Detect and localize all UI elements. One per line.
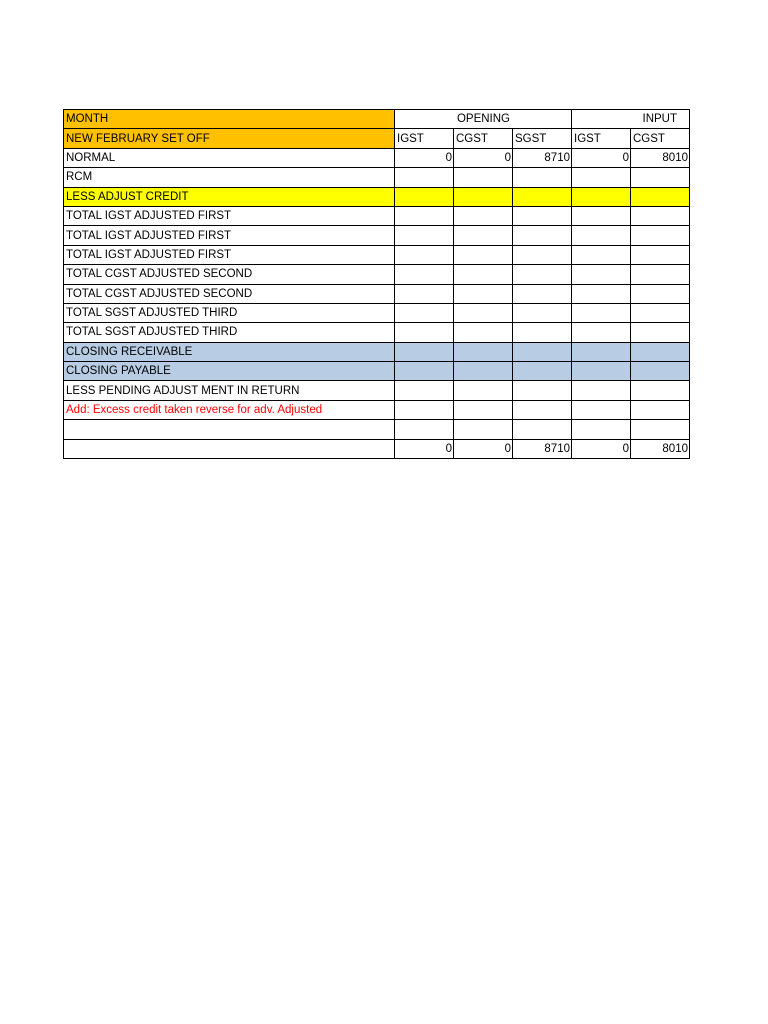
table-cell[interactable] xyxy=(454,245,513,264)
header-row-columns xyxy=(64,129,690,148)
table-cell[interactable] xyxy=(631,323,690,342)
table-cell[interactable] xyxy=(631,342,690,361)
table-cell[interactable] xyxy=(395,323,454,342)
cell-normal-opening-cgst[interactable]: 0 xyxy=(454,148,513,167)
table-row-cgst-second-1 xyxy=(64,265,690,284)
cell-normal-input-cgst[interactable]: 8010 xyxy=(631,148,690,167)
table-cell[interactable] xyxy=(572,245,631,264)
table-cell[interactable] xyxy=(572,284,631,303)
table-cell[interactable] xyxy=(572,420,631,439)
table-row-igst-first-3 xyxy=(64,245,690,264)
table-cell[interactable] xyxy=(454,323,513,342)
table-cell[interactable] xyxy=(513,381,572,400)
table-row-closing-payable xyxy=(64,362,690,381)
table-cell[interactable] xyxy=(513,265,572,284)
table-cell[interactable] xyxy=(572,206,631,225)
row-label-rcm[interactable]: RCM xyxy=(64,168,395,187)
table-cell[interactable] xyxy=(513,226,572,245)
cell-total-opening-sgst[interactable]: 8710 xyxy=(513,439,572,458)
row-label-igst-first-1[interactable]: TOTAL IGST ADJUSTED FIRST xyxy=(64,206,395,225)
cell-normal-input-igst[interactable]: 0 xyxy=(572,148,631,167)
col-header-input-igst[interactable]: IGST xyxy=(572,129,631,148)
table-cell[interactable] xyxy=(631,206,690,225)
table-cell[interactable] xyxy=(395,303,454,322)
table-cell[interactable] xyxy=(395,420,454,439)
table-cell[interactable] xyxy=(395,226,454,245)
col-header-opening-igst[interactable]: IGST xyxy=(395,129,454,148)
table-cell[interactable] xyxy=(454,381,513,400)
table-cell[interactable] xyxy=(513,342,572,361)
table-cell[interactable] xyxy=(454,187,513,206)
table-row-igst-first-2 xyxy=(64,226,690,245)
row-label-closing-receivable[interactable]: CLOSING RECEIVABLE xyxy=(64,342,395,361)
table-row-empty xyxy=(64,420,690,439)
table-cell[interactable] xyxy=(454,420,513,439)
row-label-igst-first-3[interactable]: TOTAL IGST ADJUSTED FIRST xyxy=(64,245,395,264)
input-group-header[interactable] xyxy=(572,110,690,129)
table-cell[interactable] xyxy=(454,226,513,245)
table-cell[interactable] xyxy=(513,245,572,264)
table-cell[interactable] xyxy=(572,303,631,322)
table-cell[interactable] xyxy=(572,226,631,245)
table-cell[interactable] xyxy=(513,168,572,187)
table-cell[interactable] xyxy=(572,265,631,284)
table-cell[interactable] xyxy=(513,206,572,225)
col-header-opening-sgst[interactable]: SGST xyxy=(513,129,572,148)
header-row-month xyxy=(64,110,690,129)
setoff-label-cell[interactable]: NEW FEBRUARY SET OFF xyxy=(64,129,395,148)
table-cell[interactable] xyxy=(631,187,690,206)
table-cell[interactable] xyxy=(572,362,631,381)
table-cell[interactable] xyxy=(631,284,690,303)
table-row-sgst-third-1 xyxy=(64,303,690,322)
table-cell[interactable] xyxy=(395,381,454,400)
table-cell[interactable] xyxy=(454,400,513,419)
table-cell[interactable] xyxy=(631,226,690,245)
table-row-rcm xyxy=(64,168,690,187)
table-cell[interactable] xyxy=(572,400,631,419)
table-cell[interactable] xyxy=(631,265,690,284)
table-cell[interactable] xyxy=(631,381,690,400)
cell-total-opening-igst[interactable]: 0 xyxy=(395,439,454,458)
row-label-cgst-second-1[interactable]: TOTAL CGST ADJUSTED SECOND xyxy=(64,265,395,284)
row-label-less-pending[interactable]: LESS PENDING ADJUST MENT IN RETURN xyxy=(64,381,395,400)
table-cell[interactable] xyxy=(572,168,631,187)
row-label-igst-first-2[interactable]: TOTAL IGST ADJUSTED FIRST xyxy=(64,226,395,245)
row-label-sgst-third-2[interactable]: TOTAL SGST ADJUSTED THIRD xyxy=(64,323,395,342)
table-cell[interactable] xyxy=(395,400,454,419)
table-row-less-adjust-credit xyxy=(64,187,690,206)
row-label-less-adjust-credit[interactable]: LESS ADJUST CREDIT xyxy=(64,187,395,206)
table-cell[interactable] xyxy=(64,420,395,439)
table-cell[interactable] xyxy=(395,342,454,361)
table-cell[interactable] xyxy=(572,381,631,400)
spreadsheet xyxy=(63,109,690,459)
table-cell[interactable] xyxy=(631,362,690,381)
table-row-normal xyxy=(64,148,690,167)
col-header-input-cgst[interactable]: CGST xyxy=(631,129,690,148)
gst-setoff-table xyxy=(63,109,690,459)
row-label-add-excess[interactable]: Add: Excess credit taken reverse for adv. Adjusted xyxy=(64,400,395,419)
table-cell[interactable] xyxy=(513,284,572,303)
table-cell[interactable] xyxy=(513,323,572,342)
opening-group-header[interactable]: OPENING xyxy=(395,110,572,129)
cell-total-opening-cgst[interactable]: 0 xyxy=(454,439,513,458)
table-cell[interactable] xyxy=(454,342,513,361)
row-label-closing-payable[interactable]: CLOSING PAYABLE xyxy=(64,362,395,381)
table-cell[interactable] xyxy=(513,303,572,322)
table-cell[interactable] xyxy=(395,362,454,381)
table-cell[interactable] xyxy=(631,400,690,419)
table-cell[interactable] xyxy=(572,323,631,342)
cell-normal-opening-igst[interactable]: 0 xyxy=(395,148,454,167)
table-cell[interactable] xyxy=(513,362,572,381)
cell-normal-opening-sgst[interactable]: 8710 xyxy=(513,148,572,167)
table-cell[interactable] xyxy=(631,245,690,264)
table-cell[interactable] xyxy=(631,168,690,187)
table-cell[interactable] xyxy=(631,303,690,322)
table-cell[interactable] xyxy=(572,187,631,206)
table-cell[interactable] xyxy=(395,187,454,206)
table-row-add-excess xyxy=(64,400,690,419)
total-label-cell[interactable] xyxy=(64,439,395,458)
cell-total-input-cgst[interactable]: 8010 xyxy=(631,439,690,458)
row-label-sgst-third-1[interactable]: TOTAL SGST ADJUSTED THIRD xyxy=(64,303,395,322)
table-cell[interactable] xyxy=(631,420,690,439)
table-row-less-pending xyxy=(64,381,690,400)
table-cell[interactable] xyxy=(513,187,572,206)
table-cell[interactable] xyxy=(395,284,454,303)
input-group-header-text: INPUT xyxy=(642,113,677,126)
row-label-cgst-second-2[interactable]: TOTAL CGST ADJUSTED SECOND xyxy=(64,284,395,303)
table-cell[interactable] xyxy=(572,342,631,361)
table-cell[interactable] xyxy=(454,362,513,381)
month-label-cell[interactable]: MONTH xyxy=(64,110,395,129)
table-row-closing-receivable xyxy=(64,342,690,361)
table-cell[interactable] xyxy=(454,206,513,225)
col-header-opening-cgst[interactable]: CGST xyxy=(454,129,513,148)
table-cell[interactable] xyxy=(395,245,454,264)
table-cell[interactable] xyxy=(454,265,513,284)
table-row-cgst-second-2 xyxy=(64,284,690,303)
table-cell[interactable] xyxy=(513,420,572,439)
table-cell[interactable] xyxy=(454,284,513,303)
row-label-normal[interactable]: NORMAL xyxy=(64,148,395,167)
table-cell[interactable] xyxy=(395,206,454,225)
table-cell[interactable] xyxy=(454,303,513,322)
table-cell[interactable] xyxy=(395,265,454,284)
table-row-sgst-third-2 xyxy=(64,323,690,342)
cell-total-input-igst[interactable]: 0 xyxy=(572,439,631,458)
table-cell[interactable] xyxy=(395,168,454,187)
table-row-total xyxy=(64,439,690,458)
table-cell[interactable] xyxy=(454,168,513,187)
table-cell[interactable] xyxy=(513,400,572,419)
table-row-igst-first-1 xyxy=(64,206,690,225)
